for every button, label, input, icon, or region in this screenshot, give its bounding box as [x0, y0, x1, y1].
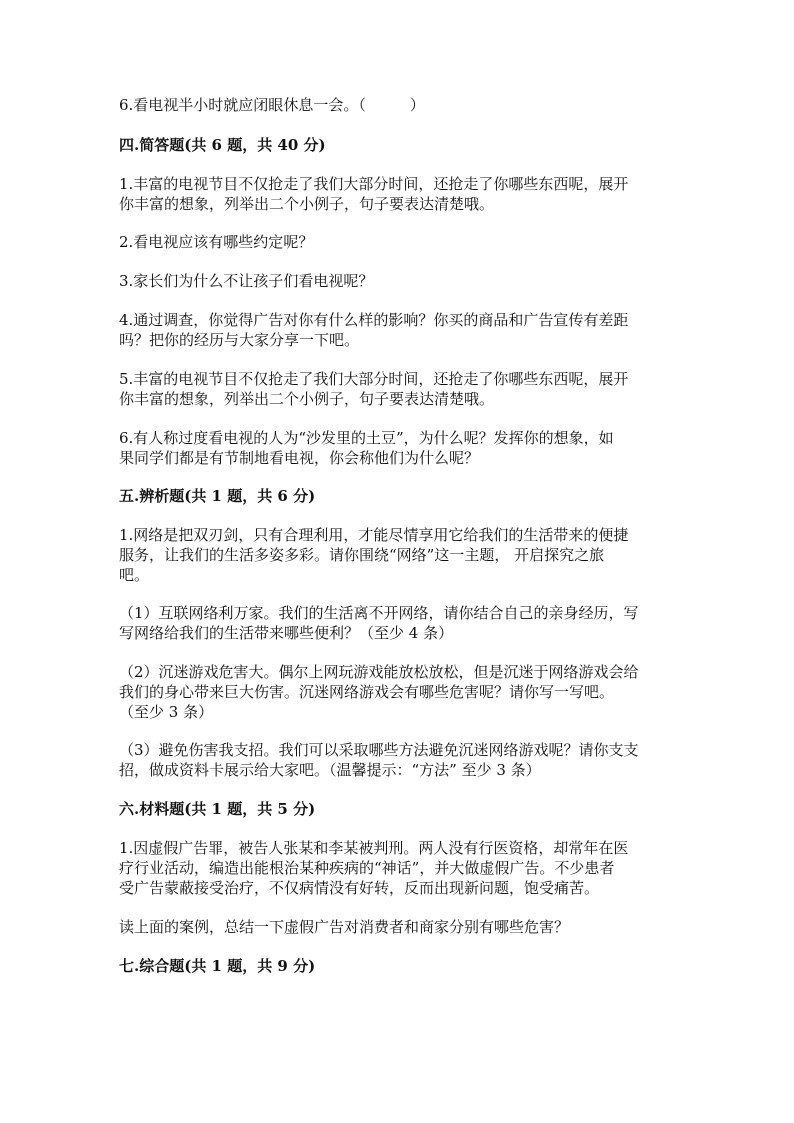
question-line: 5.丰富的电视节目不仅抢走了我们大部分时间，还抢走了你哪些东西呢，展开	[119, 370, 629, 388]
question-line: 你丰富的想象，列举出二个小例子，句子要表达清楚哦。	[119, 195, 495, 213]
question-line: 1.因虚假广告罪，被告人张某和李某被判刑。两人没有行医资格，却常年在医	[119, 839, 629, 857]
question-line: （3）避免伤害我支招。我们可以采取哪些方法避免沉迷网络游戏呢？请你支支	[119, 741, 639, 759]
question-line: 1.网络是把双刃剑，只有合理利用，才能尽情享用它给我们的生活带来的便捷	[119, 526, 629, 544]
analysis-subquestion-2	[119, 662, 679, 722]
question-line: （2）沉迷游戏危害大。偶尔上网玩游戏能放松放松，但是沉迷于网络游戏会给	[119, 663, 639, 681]
short-answer-question-4	[119, 310, 679, 350]
short-answer-question-1	[119, 174, 679, 214]
short-answer-question-6	[119, 428, 679, 468]
question-line: 吧。	[119, 566, 150, 584]
analysis-question-1	[119, 525, 679, 585]
short-answer-question-2: 2.看电视应该有哪些约定呢？	[119, 233, 314, 251]
section-heading-analysis: 五.辨析题(共 1 题，共 6 分)	[119, 487, 316, 505]
judgement-question-6	[119, 95, 679, 115]
section-heading-short-answer: 四.简答题(共 6 题，共 40 分)	[119, 136, 326, 154]
material-question-1	[119, 838, 679, 898]
question-line: 服务，让我们的生活多姿多彩。请你围绕“网络”这一主题， 开启探究之旅	[119, 546, 605, 564]
short-answer-question-5	[119, 369, 679, 409]
question-line: （1）互联网络利万家。我们的生活离不开网络，请你结合自己的亲身经历，写	[119, 604, 639, 622]
material-question-prompt: 读上面的案例，总结一下虚假广告对消费者和商家分别有哪些危害？	[119, 918, 570, 936]
short-answer-question-3: 3.家长们为什么不让孩子们看电视呢？	[119, 272, 374, 290]
question-line: 1.丰富的电视节目不仅抢走了我们大部分时间，还抢走了你哪些东西呢，展开	[119, 175, 629, 193]
question-text: 6.看电视半小时就应闭眼休息一会。（	[119, 96, 366, 114]
question-line: 招，做成资料卡展示给大家吧。（温馨提示：“方法” 至少 3 条）	[119, 761, 541, 779]
section-heading-comprehensive: 七.综合题(共 1 题，共 9 分)	[119, 957, 316, 975]
question-close-paren: ）	[409, 96, 425, 114]
section-heading-material: 六.材料题(共 1 题，共 5 分)	[119, 800, 316, 818]
question-line: 果同学们都是有节制地看电视，你会称他们为什么呢？	[119, 449, 480, 467]
analysis-subquestion-3	[119, 740, 679, 780]
question-line: 受广告蒙蔽接受治疗，不仅病情没有好转，反而出现新问题，饱受痛苦。	[119, 879, 600, 897]
question-line: 4.通过调查，你觉得广告对你有什么样的影响？你买的商品和广告宣传有差距	[119, 311, 629, 329]
question-line: 6.有人称过度看电视的人为“沙发里的土豆”，为什么呢？发挥你的想象，如	[119, 429, 614, 447]
question-line: 写网络给我们的生活带来哪些便利？（至少 4 条）	[119, 624, 454, 642]
analysis-subquestion-1	[119, 603, 679, 643]
question-line: 我们的身心带来巨大伤害。沉迷网络游戏会有哪些危害呢？请你写一写吧。	[119, 683, 615, 701]
question-line: 你丰富的想象，列举出二个小例子，句子要表达清楚哦。	[119, 390, 495, 408]
question-line: 疗行业活动，编造出能根治某种疾病的“神话”，并大做虚假广告。不少患者	[119, 859, 615, 877]
exam-page	[119, 88, 679, 976]
question-line: （至少 3 条）	[119, 703, 214, 721]
question-line: 吗？把你的经历与大家分享一下吧。	[119, 331, 360, 349]
